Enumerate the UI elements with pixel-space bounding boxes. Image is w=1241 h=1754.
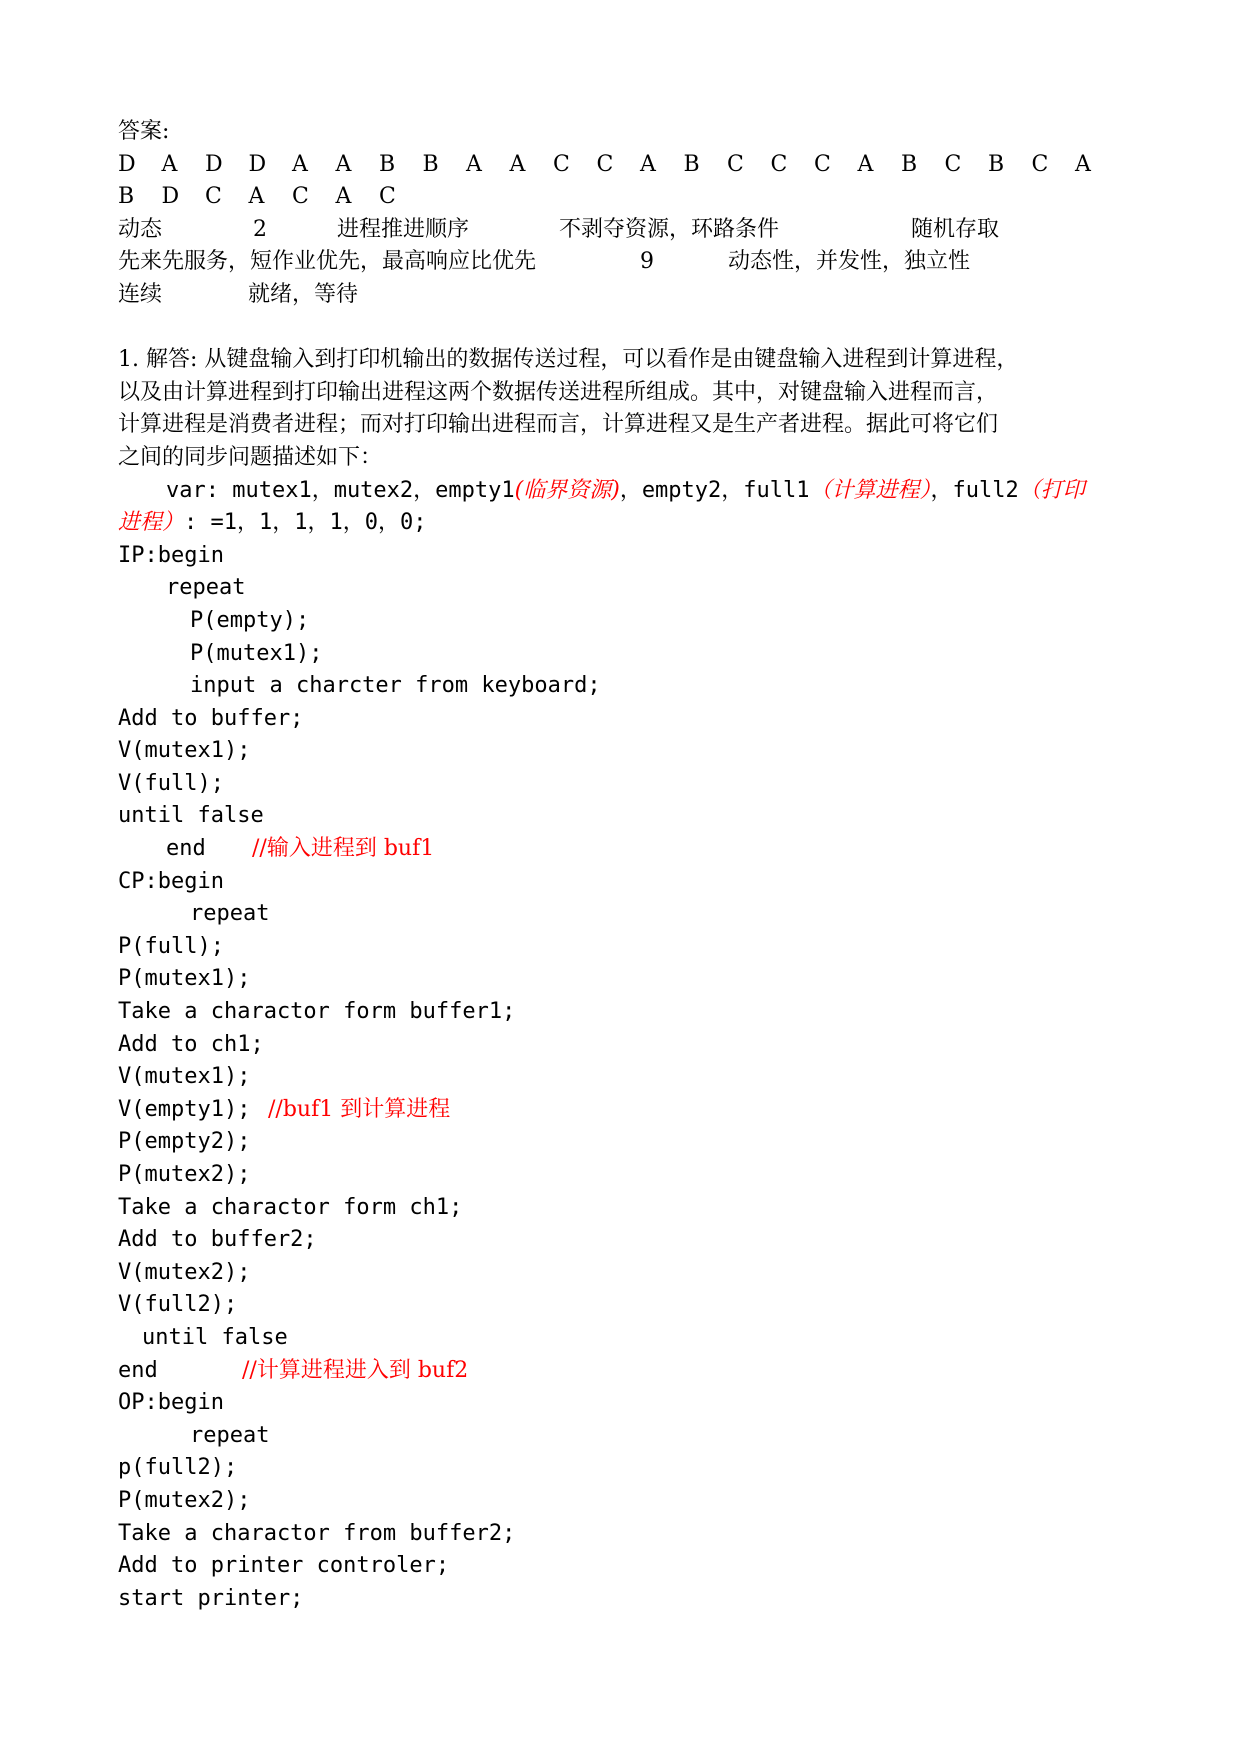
code-line: until false xyxy=(118,803,264,829)
code-line: p(full2); xyxy=(118,1455,238,1481)
solution-paragraph: 以及由计算进程到打印输出进程这两个数据传送进程所组成。其中，对键盘输入进程而言， xyxy=(118,379,999,405)
code-comment: //buf1 到计算进程 xyxy=(268,1096,451,1122)
choice-answer-letter: C xyxy=(814,151,831,177)
choice-answer-letter: A xyxy=(335,184,352,210)
var-annotation: (临界资源) xyxy=(514,477,620,503)
choice-answer-letter: B xyxy=(988,151,1005,177)
solution-paragraph: 1. 解答: 从键盘输入到打印机输出的数据传送过程，可以看作是由键盘输入进程到计算进程， xyxy=(118,347,1019,373)
code-line-with-comment xyxy=(118,833,1130,866)
code-line: V(full); xyxy=(118,770,224,796)
code-line: input a charcter from keyboard; xyxy=(190,673,601,699)
choice-answers-row2 xyxy=(118,181,1130,214)
code-line: V(mutex1); xyxy=(118,738,251,764)
choice-answer-letter: D xyxy=(161,184,180,210)
choice-answer-letter: B xyxy=(118,184,135,210)
var-annotation: （打印 xyxy=(1018,477,1085,503)
choice-answer-letter: A xyxy=(857,151,874,177)
choice-answer-letter: C xyxy=(205,184,222,210)
fill-answer: 随机存取 xyxy=(911,216,1000,242)
code-line: OP:begin xyxy=(118,1390,224,1416)
code-line: V(mutex2); xyxy=(118,1259,251,1285)
choice-answer-letter: C xyxy=(553,151,570,177)
solution-paragraph: 计算进程是消费者进程；而对打印输出进程而言，计算进程又是生产者进程。据此可将它们 xyxy=(118,412,999,438)
code-line-with-comment xyxy=(118,1355,1130,1388)
code-comment: //计算进程进入到 buf2 xyxy=(242,1357,469,1383)
choice-answer-letter: B xyxy=(683,151,700,177)
code-line: Take a charactor from buffer2; xyxy=(118,1520,516,1546)
fill-answer: 进程推进顺序 xyxy=(337,216,470,242)
code-line: until false xyxy=(142,1324,288,1350)
choice-answer-letter: B xyxy=(379,151,396,177)
code-line: CP:begin xyxy=(118,868,224,894)
choice-answer-letter: B xyxy=(422,151,439,177)
code-line: P(mutex1); xyxy=(118,966,251,992)
choice-answer-letter: C xyxy=(770,151,788,177)
code-line: start printer; xyxy=(118,1585,304,1611)
code-line: V(mutex1); xyxy=(118,1064,251,1090)
var-declaration-cont xyxy=(118,507,1130,540)
code-line: P(empty); xyxy=(190,607,310,633)
code-line: P(mutex2); xyxy=(118,1487,251,1513)
choice-answer-letter: D xyxy=(205,151,223,177)
choice-answer-letter: D xyxy=(248,151,267,177)
code-line-with-comment xyxy=(118,1094,1130,1127)
answer-header: 答案: xyxy=(118,119,170,144)
var-annotation: 进程） xyxy=(118,510,185,536)
code-line: repeat xyxy=(190,1422,270,1448)
choice-answer-letter: A xyxy=(292,151,308,177)
code-line: Add to ch1; xyxy=(118,1031,264,1057)
code-line: P(empty2); xyxy=(118,1129,251,1155)
var-prefix: var: mutex1，mutex2，empty1 xyxy=(166,477,515,503)
fill-answer: 9 xyxy=(640,249,654,275)
fill-answer: 不剥夺资源，环路条件 xyxy=(559,216,780,242)
code-line: Add to buffer; xyxy=(118,705,304,731)
code-line: P(mutex2); xyxy=(118,1162,251,1187)
fill-answer: 动态 xyxy=(118,216,163,242)
code-line: P(full); xyxy=(118,933,224,959)
code-line: Add to printer controler; xyxy=(118,1553,450,1579)
code-statement: V(empty1); xyxy=(118,1096,251,1122)
fill-answer: 动态性，并发性，独立性 xyxy=(728,249,971,275)
choice-answer-letter: C xyxy=(292,184,309,210)
spacer xyxy=(118,312,1130,345)
code-line: P(mutex1); xyxy=(190,640,323,666)
choice-answer-letter: A xyxy=(335,151,352,177)
code-line: IP:begin xyxy=(118,542,224,568)
choice-answer-letter: C xyxy=(727,151,744,177)
code-keyword: end xyxy=(118,1357,158,1383)
choice-answer-letter: A xyxy=(466,151,482,177)
var-mid: ，full2 xyxy=(930,477,1019,503)
fill-answers-row3 xyxy=(118,279,1130,312)
fill-answer: 连续 xyxy=(118,281,163,307)
choice-answer-letter: C xyxy=(944,151,962,177)
code-line: repeat xyxy=(190,901,270,927)
fill-answer: 2 xyxy=(253,216,267,242)
code-line: Add to buffer2; xyxy=(118,1227,317,1253)
var-declaration xyxy=(118,475,1130,508)
fill-answers-row1 xyxy=(118,214,1130,247)
fill-answer: 就绪，等待 xyxy=(248,281,359,307)
choice-answer-letter: B xyxy=(901,151,918,177)
document-content xyxy=(118,116,1130,1615)
fill-answers-row2 xyxy=(118,246,1130,279)
choice-answer-letter: A xyxy=(509,151,526,177)
choice-answer-letter: D xyxy=(118,151,136,177)
var-tail: : =1，1，1，1，0，0; xyxy=(184,510,427,536)
var-mid: ，empty2，full1 xyxy=(619,477,810,503)
choice-answer-letter: A xyxy=(640,151,656,177)
choice-answers-row1 xyxy=(118,149,1130,182)
choice-answer-letter: A xyxy=(1075,151,1091,177)
fill-answer: 先来先服务，短作业优先，最高响应比优先 xyxy=(118,249,537,275)
var-annotation: （计算进程） xyxy=(809,477,931,503)
code-comment: //输入进程到 buf1 xyxy=(252,836,435,862)
solution-paragraph: 之间的同步问题描述如下： xyxy=(118,444,383,470)
code-keyword: end xyxy=(166,836,206,862)
code-line: Take a charactor form buffer1; xyxy=(118,999,516,1025)
code-line: Take a charactor form ch1; xyxy=(118,1194,463,1220)
choice-answer-letter: C xyxy=(1031,151,1049,177)
choice-answer-letter: C xyxy=(379,184,396,210)
code-line: repeat xyxy=(166,575,246,601)
choice-answer-letter: A xyxy=(248,184,265,210)
choice-answer-letter: C xyxy=(596,151,614,177)
choice-answer-letter: A xyxy=(161,151,178,177)
code-line: V(full2); xyxy=(118,1292,238,1318)
